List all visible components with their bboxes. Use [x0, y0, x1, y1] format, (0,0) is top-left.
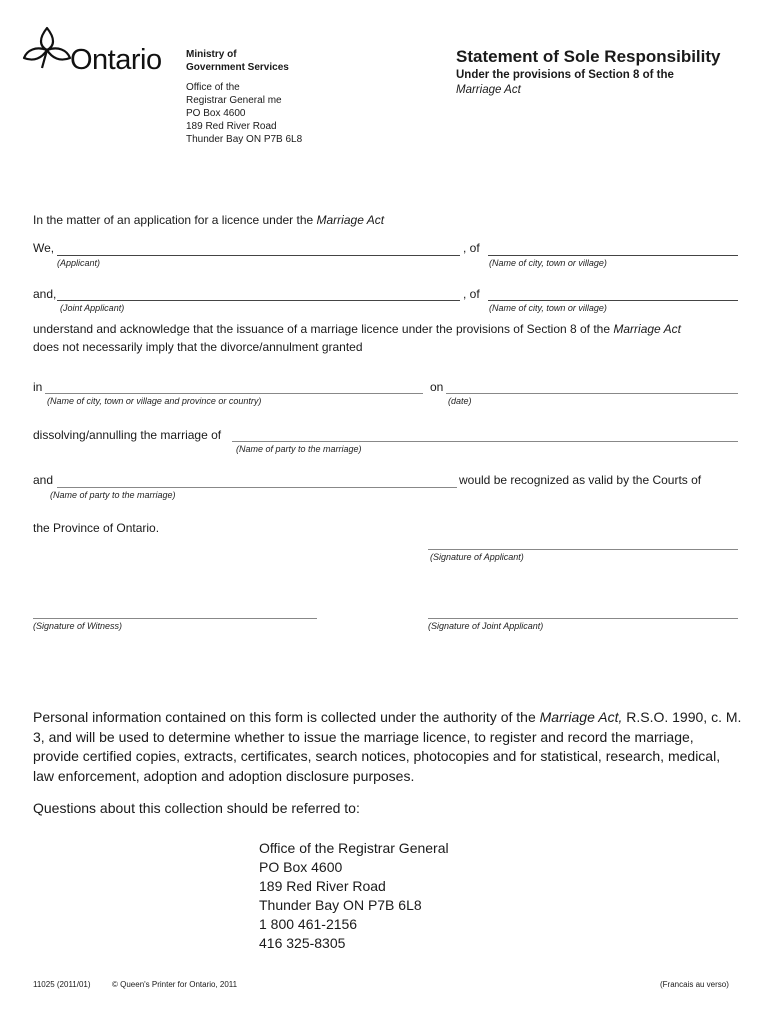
- witness-signature-caption: (Signature of Witness): [33, 621, 122, 631]
- applicant-signature-caption: (Signature of Applicant): [430, 552, 524, 562]
- joint-applicant-caption: (Joint Applicant): [60, 303, 125, 313]
- office-line: Thunder Bay ON P7B 6L8: [186, 134, 303, 145]
- joint-applicant-city-field[interactable]: [488, 300, 738, 301]
- party-two-caption: (Name of party to the marriage): [50, 490, 176, 500]
- contact-line: 1 800 461-2156: [259, 916, 358, 932]
- joint-applicant-name-field[interactable]: [57, 300, 460, 301]
- joint-applicant-signature-caption: (Signature of Joint Applicant): [428, 621, 544, 631]
- privacy-notice: Personal information contained on this form is collected under the authority of the Marriage Act, R.S.O. 1990, c. M. 3, and will be used to determine whether to issue the marriage licence, to register and record the marriage, provide certified copies, extracts, certificates, search notices, photocopies and for statistical, research, medical, law enforcement, adoption and adoption disclosure purposes.: [33, 709, 742, 784]
- contact-line: 189 Red River Road: [259, 878, 386, 894]
- of-label-2: , of: [463, 287, 480, 301]
- dissolving-label: dissolving/annulling the marriage of: [33, 428, 222, 442]
- applicant-name-field[interactable]: [57, 255, 460, 256]
- office-line: PO Box 4600: [186, 108, 246, 119]
- contact-line: Thunder Bay ON P7B 6L8: [259, 897, 422, 913]
- party-two-field[interactable]: [57, 487, 457, 488]
- we-label: We,: [33, 241, 55, 255]
- recognized-text: would be recognized as valid by the Courts of: [459, 473, 702, 487]
- location-caption: (Name of city, town or village and province or country): [47, 396, 262, 406]
- acknowledge-text-2: does not necessarily imply that the divorce/annulment granted: [33, 340, 363, 354]
- form-subtitle: Under the provisions of Section 8 of the: [456, 69, 674, 81]
- party-one-caption: (Name of party to the marriage): [236, 444, 362, 454]
- applicant-city-caption: (Name of city, town or village): [489, 258, 607, 268]
- questions-text: Questions about this collection should be referred to:: [33, 800, 360, 816]
- office-line: Registrar General me: [186, 95, 282, 106]
- in-label: in: [33, 380, 43, 394]
- and-label-2: and: [33, 473, 54, 487]
- of-label: , of: [463, 241, 480, 255]
- ontario-logo-text: Ontario: [70, 44, 162, 76]
- french-version-note: (Francais au verso): [660, 980, 729, 989]
- acknowledge-text: understand and acknowledge that the issuance of a marriage licence under the provisions of Section 8 of the Marriage Act: [33, 322, 681, 336]
- office-line: 189 Red River Road: [186, 121, 277, 132]
- party-one-field[interactable]: [232, 441, 738, 442]
- date-caption: (date): [448, 396, 472, 406]
- witness-signature-field[interactable]: [33, 618, 317, 619]
- on-label: on: [430, 380, 444, 394]
- office-line: Office of the: [186, 82, 240, 93]
- copyright: © Queen's Printer for Ontario, 2011: [112, 980, 238, 989]
- form-title: Statement of Sole Responsibility: [456, 47, 721, 66]
- ministry-name: Ministry of Government Services: [186, 49, 289, 73]
- contact-line: Office of the Registrar General: [259, 840, 449, 856]
- province-text: the Province of Ontario.: [33, 521, 160, 535]
- contact-line: PO Box 4600: [259, 859, 343, 875]
- form-subtitle-act: Marriage Act: [456, 84, 521, 96]
- trillium-logo-icon: [22, 24, 72, 74]
- contact-address: [259, 839, 449, 953]
- contact-line: 416 325-8305: [259, 935, 346, 951]
- and-label: and,: [33, 287, 57, 301]
- applicant-signature-field[interactable]: [428, 549, 738, 550]
- applicant-city-field[interactable]: [488, 255, 738, 256]
- location-field[interactable]: [45, 393, 423, 394]
- applicant-caption: (Applicant): [57, 258, 101, 268]
- joint-applicant-signature-field[interactable]: [428, 618, 738, 619]
- intro-text: In the matter of an application for a licence under the Marriage Act: [33, 213, 385, 227]
- joint-applicant-city-caption: (Name of city, town or village): [489, 303, 607, 313]
- date-field[interactable]: [446, 393, 738, 394]
- form-number: 11025 (2011/01): [33, 980, 91, 989]
- office-address: [186, 81, 336, 146]
